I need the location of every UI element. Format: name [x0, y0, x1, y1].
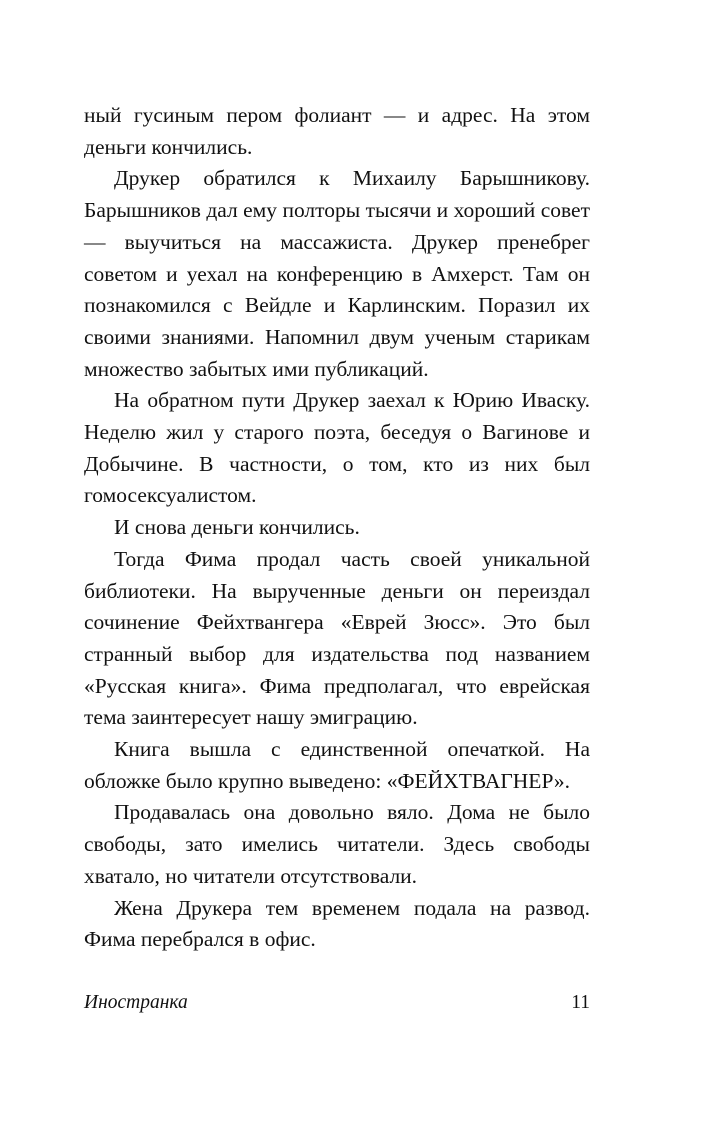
paragraph: Друкер обратился к Михаилу Барышникову. Барышников дал ему полторы тысячи и хороший совет — выучиться на массажиста. Друкер пренебрег советом и уехал на конференцию в Амхерст. Там он познакомился с Вейдле и Карлинским. Поразил их своими знаниями. Напомнил двум ученым старикам множество забытых ими публикаций. — [84, 166, 590, 381]
paragraph: Тогда Фима продал часть своей уникальной библиотеки. На вырученные деньги он переиздал сочинение Фейхтвангера «Еврей Зюсс». Это был странный выбор для издательства под названием «Русская книга». Фима предполагал, что еврейская тема заинтересует нашу эмиграцию. — [84, 546, 590, 730]
paragraph: И снова деньги кончились. — [114, 515, 360, 540]
body-text — [84, 100, 590, 956]
page-footer — [84, 992, 590, 1022]
paragraph: Продавалась она довольно вяло. Дома не было свободы, зато имелись читатели. Здесь свободы хватало, но читатели отсутствовали. — [84, 800, 590, 888]
paragraph: На обратном пути Друкер заехал к Юрию Иваску. Неделю жил у старого поэта, беседуя о Вагинове и Добычине. В частности, о том, кто из них был гомосексуалистом. — [84, 388, 590, 508]
page-number: 11 — [571, 992, 590, 1013]
running-title: Иностранка — [84, 992, 188, 1013]
paragraph: Книга вышла с единственной опечаткой. На обложке было крупно выведено: «ФЕЙХТВАГНЕР». — [84, 737, 590, 793]
paragraph-continuation: ный гусиным пером фолиант — и адрес. На этом деньги кончились. — [84, 103, 590, 159]
paragraph: Жена Друкера тем временем подала на развод. Фима перебрался в офис. — [84, 895, 590, 952]
